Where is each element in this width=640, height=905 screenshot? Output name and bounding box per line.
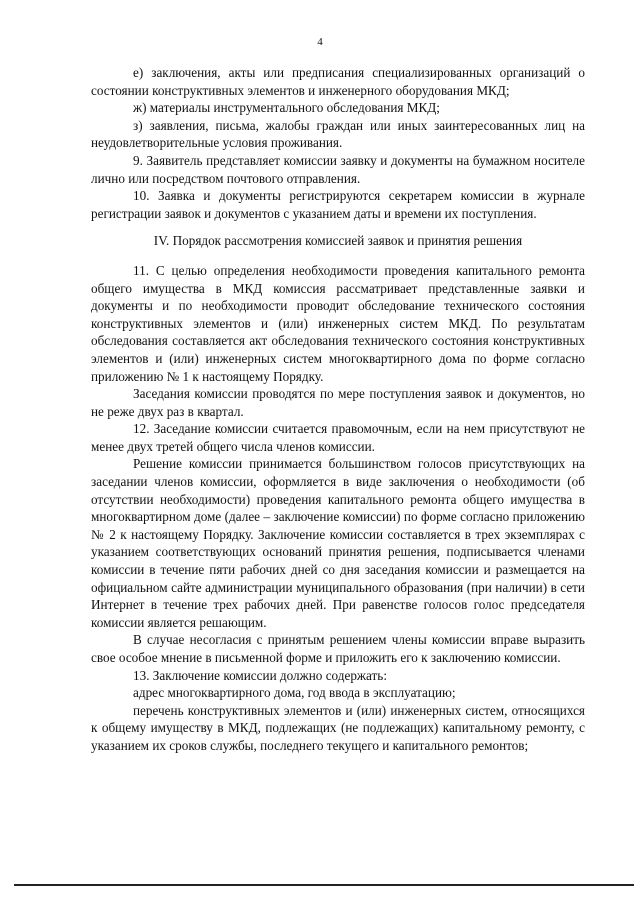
paragraph-9: 9. Заявитель представляет комиссии заявку и документы на бумажном носителе лично или посредством почтового отправления. (91, 152, 585, 186)
paragraph-11: 11. С целью определения необходимости проведения капитального ремонта общего имущества в МКД комиссия рассматривает представленные заявки и документы и по необходимости проводит обследование технического состояния конструктивных элементов и (или) инженерных систем МКД. По результатам обследования составляется акт обследования технического состояния конструктивных элементов и (или) инженерных систем многоквартирного дома по форме согласно приложению № 1 к настоящему Порядку. (91, 262, 585, 384)
paragraph-meetings: Заседания комиссии проводятся по мере поступления заявок и документов, но не реже двух раз в квартал. (91, 386, 585, 419)
bottom-rule (14, 884, 634, 886)
paragraph-disagreement: В случае несогласия с принятым решением члены комиссии вправе выразить свое особое мнение в письменной форме и приложить его к заключению комиссии. (91, 632, 585, 665)
paragraph-10: 10. Заявка и документы регистрируются секретарем комиссии в журнале регистрации заявок и документов с указанием даты и времени их поступления. (91, 188, 585, 221)
paragraph-decision: Решение комиссии принимается большинством голосов присутствующих на заседании членов комиссии, оформляется в виде заключения о необходимости (об отсутствии необходимости) проведения капитального ремонта общего имущества в многоквартирном доме (далее – заключение комиссии) по форме согласно приложению № 2 к настоящему Порядку. Заключение комиссии составляется в трех экземплярах с указанием соответствующих оснований принятия решения, подписывается членами комиссии в течение пяти рабочих дней со дня заседания комиссии и размещается на официальном сайте администрации муниципального образования (при наличии) в сети Интернет в течение трех рабочих дней. При равенстве голосов голос председателя комиссии является решающим. (91, 456, 585, 630)
section-heading: IV. Порядок рассмотрения комиссией заявок и принятия решения (153, 233, 523, 249)
paragraph-item-e: е) заключения, акты или предписания специализированных организаций о состоянии конструктивных элементов и инженерного оборудования МКД; (91, 65, 585, 98)
paragraph-item-z: з) заявления, письма, жалобы граждан или иных заинтересованных лиц на неудовлетворительные условия проживания. (91, 117, 585, 151)
document-body (91, 64, 585, 755)
paragraph-item-zh: ж) материалы инструментального обследования МКД; (133, 100, 440, 116)
paragraph-address: адрес многоквартирного дома, год ввода в эксплуатацию; (133, 685, 456, 701)
paragraph-13: 13. Заключение комиссии должно содержать: (133, 667, 387, 683)
paragraph-12: 12. Заседание комиссии считается правомочным, если на нем присутствуют не менее двух третей общего числа членов комиссии. (91, 421, 585, 454)
page-number: 4 (317, 36, 323, 48)
paragraph-list: перечень конструктивных элементов и (или) инженерных систем, относящихся к общему имуществу в МКД, подлежащих (не подлежащих) капитальному ремонту, с указанием их сроков службы, последнего текущего и капитального ремонтов; (91, 702, 585, 753)
